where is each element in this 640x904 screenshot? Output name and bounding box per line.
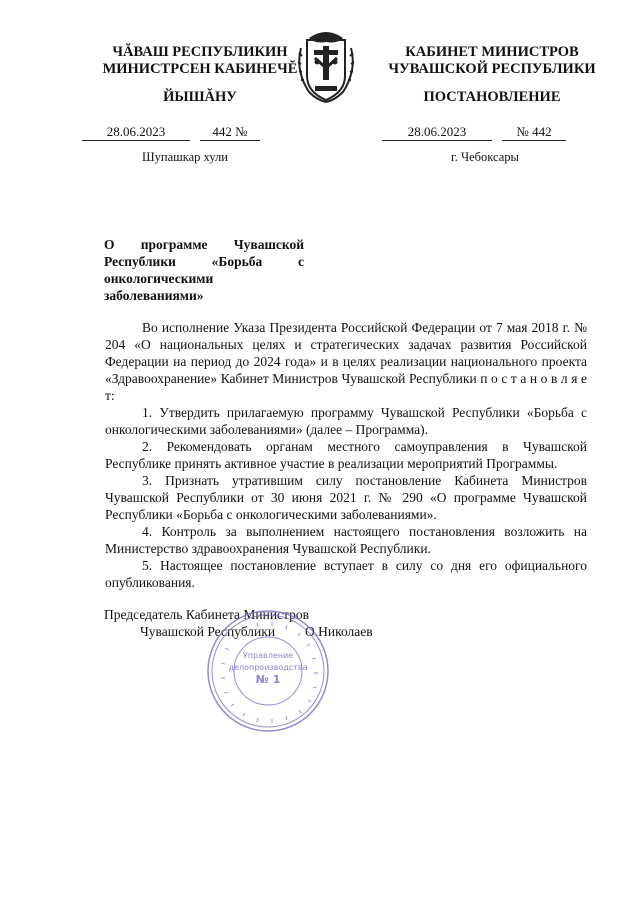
stamp-text-1: Управление xyxy=(242,651,294,660)
right-org-line-1: КАБИНЕТ МИНИСТРОВ xyxy=(405,44,579,60)
left-number: 442 № xyxy=(200,124,260,141)
paragraph-5: 5. Настоящее постановление вступает в силу со дня его официального опубликования. xyxy=(105,558,587,590)
right-number: № 442 xyxy=(502,124,566,141)
right-org-line-2: ЧУВАШСКОЙ РЕСПУБЛИКИ xyxy=(388,61,596,77)
document-body xyxy=(105,319,587,591)
chuvash-emblem-icon xyxy=(297,28,355,104)
right-doc-type: ПОСТАНОВЛЕНИЕ xyxy=(423,89,561,105)
official-stamp xyxy=(205,608,331,734)
stamp-text-3: № 1 xyxy=(255,673,281,686)
signature-name: О.Николаев xyxy=(305,624,373,639)
left-doc-type: ЙЫШĂНУ xyxy=(163,89,237,105)
paragraph-preamble: Во исполнение Указа Президента Российской Федерации от 7 мая 2018 г. № 204 «О национальных целях и стратегических задачах развития Российской Федерации на период до 2024 года» и в целях реализации национального проекта «Здравоохранение» Кабинет Министров Чувашской Республики п о с т а н о в л я е т: xyxy=(105,320,587,403)
paragraph-4: 4. Контроль за выполнением настоящего постановления возложить на Министерство здравоохранения Чувашской Республики. xyxy=(105,524,587,556)
signature-line-1: Председатель Кабинета Министров xyxy=(104,607,309,622)
document-title: О программе Чувашской Республики «Борьба с онкологическими заболеваниями» xyxy=(104,237,304,303)
left-org-line-2: МИНИСТРСЕН КАБИНЕЧĔ xyxy=(102,61,298,77)
stamp-text-2: делопроизводства xyxy=(228,663,308,672)
right-city: г. Чебоксары xyxy=(451,150,519,164)
left-date: 28.06.2023 xyxy=(82,124,190,141)
left-org-name xyxy=(95,44,305,78)
paragraph-1: 1. Утвердить прилагаемую программу Чувашской Республики «Борьба с онкологическими заболеваниями» (далее – Программа). xyxy=(105,405,587,437)
left-city: Шупашкар хули xyxy=(142,150,228,164)
paragraph-3: 3. Признать утратившим силу постановление Кабинета Министров Чувашской Республики от 30 июня 2021 г. № 290 «О программе Чувашской Республики «Борьба с онкологическими заболеваниями». xyxy=(105,473,587,522)
signature-line-2: Чувашской Республики xyxy=(140,624,276,639)
left-org-line-1: ЧĂВАШ РЕСПУБЛИКИН xyxy=(112,44,288,60)
right-date: 28.06.2023 xyxy=(382,124,492,141)
right-org-name xyxy=(372,44,612,78)
paragraph-2: 2. Рекомендовать органам местного самоуправления в Чувашской Республике принять активное участие в реализации мероприятий Программы. xyxy=(105,439,587,471)
